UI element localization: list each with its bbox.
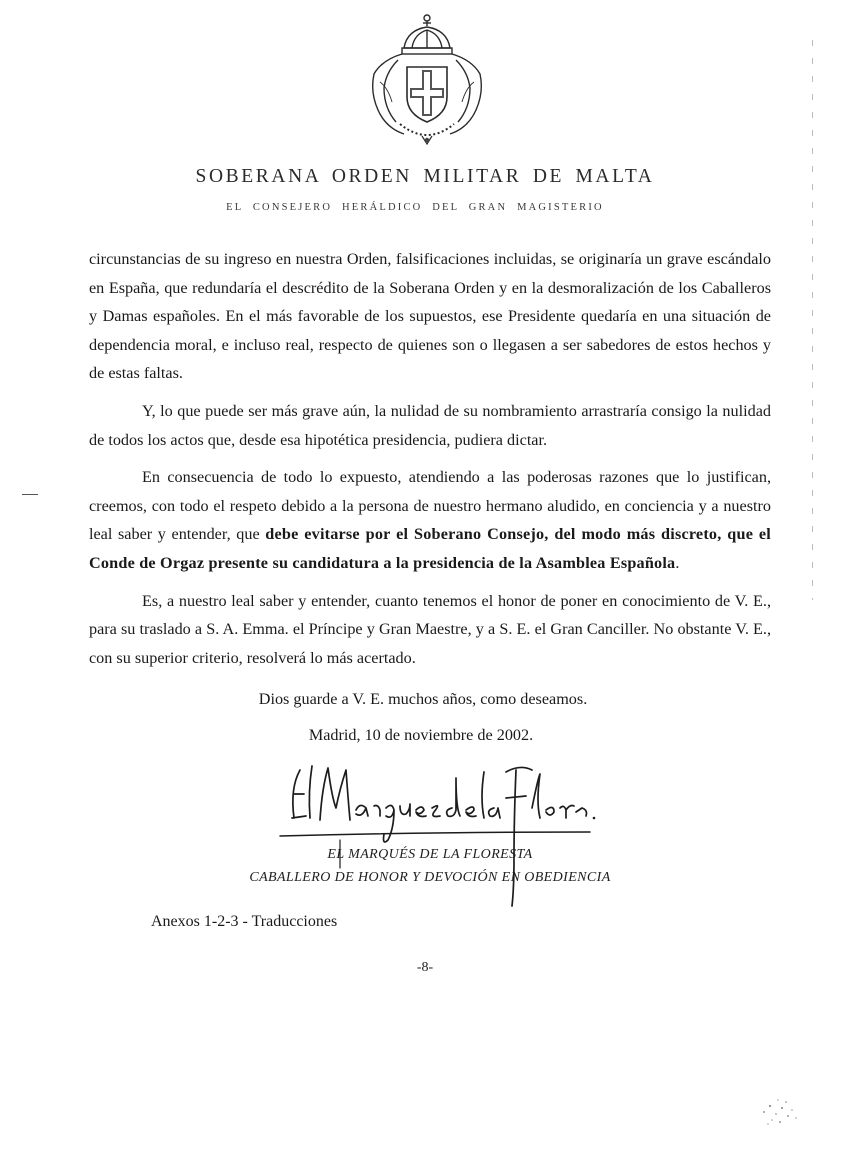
- organization-name: SOBERANA ORDEN MILITAR DE MALTA: [195, 166, 655, 187]
- council-subtitle: EL CONSEJERO HERÁLDICO DEL GRAN MAGISTERIO: [226, 202, 604, 213]
- paragraph-3-text: En consecuencia de todo lo expuesto, atendiendo a las poderosas razones que lo justifican, creemos, con todo el respeto debido a la persona de nuestro hermano aludido, en conciencia y a nuestro leal saber y entender, que: [89, 468, 771, 544]
- body-paragraph-3: [89, 463, 771, 577]
- scan-speckle-icon: [752, 1092, 802, 1132]
- place-and-date: Madrid, 10 de noviembre de 2002.: [308, 726, 534, 744]
- page-number: -8-: [416, 960, 434, 975]
- paragraph-3-emphasis: debe evitarse por el Soberano Consejo, del modo más discreto, que el Conde de Orgaz presente su candidatura a la presidencia de la Asamblea Española: [89, 525, 771, 572]
- handwritten-signature-icon: [270, 758, 600, 918]
- letter-body: [89, 245, 771, 681]
- order-of-malta-coat-of-arms-icon: [352, 12, 502, 152]
- body-paragraph-2: Y, lo que puede ser más grave aún, la nulidad de su nombramiento arrastraría consigo la nulidad de todos los actos que, desde esa hipotética presidencia, pudiera dictar.: [89, 401, 771, 449]
- scan-edge-line: [812, 40, 813, 600]
- closing-salutation: Dios guarde a V. E. muchos años, como deseamos.: [258, 690, 588, 708]
- signer-role: CABALLERO DE HONOR Y DEVOCIÓN EN OBEDIENCIA: [249, 870, 611, 885]
- body-paragraph-4: Es, a nuestro leal saber y entender, cuanto tenemos el honor de poner en conocimiento de V. E., para su traslado a S. A. Emma. el Príncipe y Gran Maestre, y a S. E. el Gran Canciller. No obstante V. E., con su superior criterio, resolverá lo más acertado.: [89, 591, 771, 667]
- body-paragraph-1: circunstancias de su ingreso en nuestra Orden, falsificaciones incluidas, se originaría un grave escándalo en España, que redundaría el descrédito de la Soberana Orden y en la desmoralización de los Caballeros y Damas españoles. En el más favorable de los supuestos, ese Presidente quedaría en una situación de dependencia moral, e incluso real, respecto de quienes son o llegasen a ser sabedores de estos hechos y de estas faltas.: [89, 250, 771, 383]
- annex-list: Anexos 1-2-3 - Traducciones: [151, 913, 338, 930]
- paragraph-3-end: .: [675, 553, 680, 572]
- margin-mark: [22, 494, 38, 495]
- signer-name: EL MARQUÉS DE LA FLORESTA: [327, 847, 533, 862]
